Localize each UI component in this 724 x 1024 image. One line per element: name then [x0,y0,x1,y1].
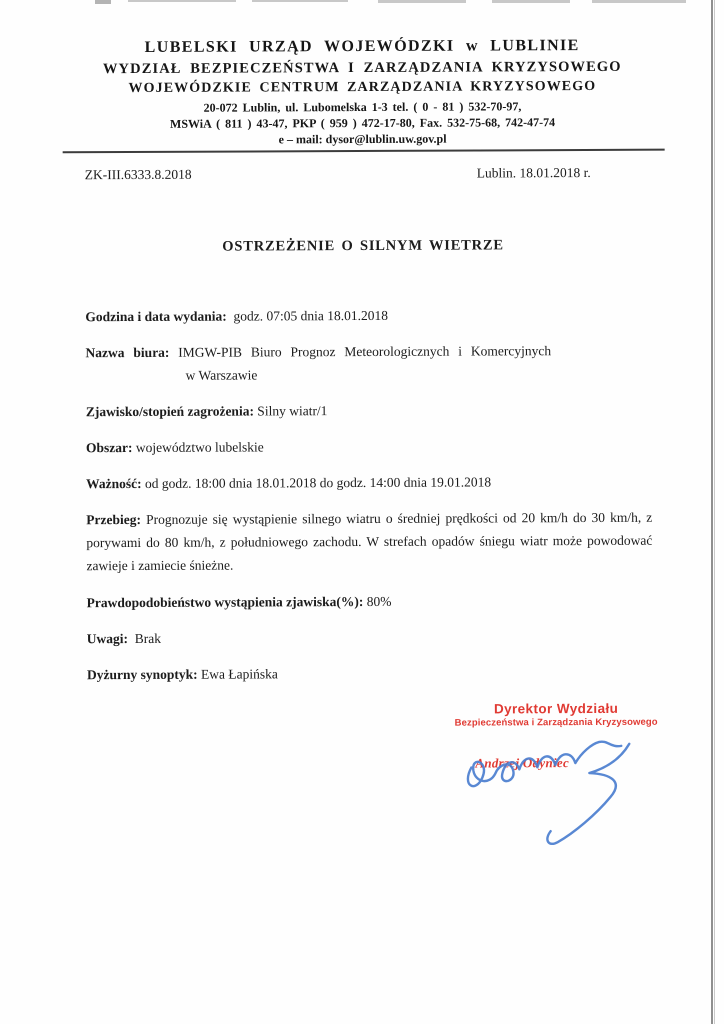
reference-row [85,165,591,183]
field-remarks [87,625,653,650]
field-remarks-value: Brak [134,630,162,646]
reference-number: ZK-III.6333.8.2018 [84,166,192,183]
letterhead-phones: MSWiA ( 811 ) 43-47, PKP ( 959 ) 472-17-80, Fax. 532-75-68, 742-47-74 [169,115,556,131]
field-office-line2: w Warszawie [185,367,258,383]
field-synoptic-value: Ewa Łapińska [200,666,278,682]
stamp-title-line2: Bezpieczeństwa i Zarządzania Kryzysowego [454,716,658,729]
field-phenomenon [86,398,652,423]
field-area-value: województwo lubelskie [135,439,264,455]
field-probability-label: Prawdopodobieństwo wystąpienia zjawiska(%): [86,593,364,611]
signature-block [441,700,671,771]
signer-name: Andrzej Odyniec [475,755,570,771]
field-issued [85,303,651,328]
letterhead [0,0,724,154]
field-validity-value: od godz. 18:00 dnia 18.01.2018 do godz. 14:00 dnia 19.01.2018 [144,474,492,491]
field-validity-label: Ważność: [86,475,142,492]
letterhead-address: 20-072 Lublin, ul. Lubomelska 1-3 tel. ( 0 - 81 ) 532-70-97, [203,99,522,115]
letterhead-email: e – mail: dysor@lublin.uw.gov.pl [278,131,447,147]
field-phenomenon-value: Silny wiatr/1 [257,403,328,419]
field-synoptic-label: Dyżurny synoptyk: [86,666,198,683]
field-office [85,339,651,387]
field-course-label: Przebieg: [86,511,142,528]
field-remarks-label: Uwagi: [86,631,129,647]
document-title: OSTRZEŻENIE O SILNYM WIETRZE [222,237,504,255]
field-probability-value: 80% [366,593,392,609]
field-validity [86,470,652,495]
field-issued-value: godz. 07:05 dnia 18.01.2018 [233,307,389,324]
field-area [86,434,652,459]
handwritten-signature [449,727,660,858]
field-office-label: Nazwa biura: [85,344,170,361]
org-name-line1: LUBELSKI URZĄD WOJEWÓDZKI w LUBLINIE [144,37,580,56]
field-office-line1 [86,343,552,360]
field-course-value: Prognozuje się wystąpienie silnego wiatru o średniej prędkości od 20 km/h do 30 km/h, z porywami do 80 km/h, z południowego zachodu. W strefach opadów śniegu wiatr może powodować zawieje i zamiecie śnieżne. [86,509,653,574]
letterhead-divider [63,149,665,154]
field-area-label: Obszar: [85,440,133,456]
field-phenomenon-label: Zjawisko/stopień zagrożenia: [85,403,254,420]
place-and-date: Lublin. 18.01.2018 r. [476,165,591,181]
field-office-value: IMGW-PIB Biuro Prognoz Meteorologicznych i Komercyjnych [178,343,552,360]
stamp-title-line1: Dyrektor Wydziału [493,700,619,717]
org-name-line2: WYDZIAŁ BEZPIECZEŃSTWA I ZARZĄDZANIA KRYZYSOWEGO [102,58,622,78]
field-course [86,506,652,577]
field-synoptic [87,661,653,686]
document-body [85,303,653,686]
field-probability [87,589,653,614]
org-name-line3: WOJEWÓDZKIE CENTRUM ZARZĄDZANIA KRYZYSOWEGO [128,78,597,97]
field-issued-label: Godzina i data wydania: [85,308,227,325]
